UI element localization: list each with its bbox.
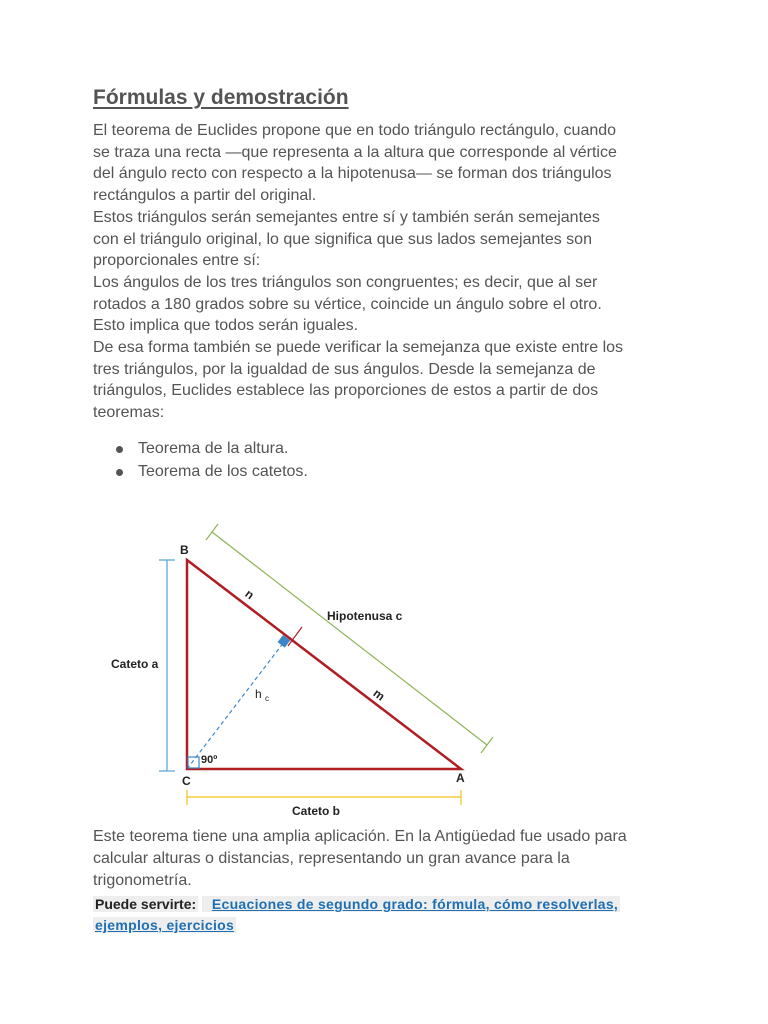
segment-n-label: n (242, 586, 257, 603)
vertex-b-label: B (180, 543, 189, 557)
paragraph-line: rotados a 180 grados sobre su vértice, coincide un ángulo sobre el otro. (93, 295, 602, 313)
paragraph-line: El teorema de Euclides propone que en todo triángulo rectángulo, cuando (93, 122, 617, 139)
height-line (187, 642, 284, 769)
paragraph-line: Esto implica que todos serán iguales. (93, 317, 359, 335)
height-label-subscript: c (265, 694, 270, 703)
height-label-main: h (255, 687, 262, 701)
paragraph-line: triángulos, Euclides establece las proporciones de estos a partir de dos (93, 382, 599, 400)
cateto-b-dimension-line (187, 790, 461, 805)
intro-paragraph (93, 120, 693, 424)
related-link-line1[interactable]: Ecuaciones de segundo grado: fórmula, cómo resolverlas, (211, 896, 619, 912)
height-label (255, 687, 269, 703)
hypotenuse-dimension-line (206, 524, 493, 753)
bullet-icon (116, 446, 123, 453)
paragraph-line: tres triángulos, por la igualdad de sus ángulos. Desde la semejanza de (93, 360, 596, 378)
paragraph-line: Estos triángulos serán semejantes entre sí y también serán semejantes (93, 208, 600, 226)
paragraph-line: rectángulos a partir del original. (93, 187, 317, 205)
paragraph-line: se traza una recta —que representa a la altura que corresponde al vértice (93, 143, 617, 161)
right-triangle-diagram (100, 520, 520, 825)
paragraph-line: calcular alturas o distancias, representando un gran avance para la (93, 850, 570, 867)
bullet-icon (116, 469, 123, 476)
paragraph-line: Este teorema tiene una amplia aplicación. En la Antigüedad fue usado para (93, 828, 627, 845)
paragraph-line: trigonometría. (93, 872, 192, 889)
vertex-c-label: C (182, 774, 191, 788)
vertex-a-label: A (456, 771, 465, 785)
paragraph-line: Los ángulos de los tres triángulos son congruentes; es decir, que al ser (93, 273, 598, 291)
paragraph-line: De esa forma también se puede verificar la semejanza que existe entre los (93, 339, 624, 357)
hypotenuse-label: Hipotenusa c (327, 609, 403, 623)
angle-label: 90º (201, 754, 218, 766)
related-label: Puede servirte: (95, 896, 197, 912)
related-link-line2[interactable]: ejemplos, ejercicios (95, 917, 235, 933)
paragraph-line: teoremas: (93, 404, 165, 422)
cateto-a-dimension-line (159, 560, 175, 771)
list-item (93, 438, 308, 461)
paragraph-line: con el triángulo original, lo que significa que sus lados semejantes son (93, 230, 592, 248)
list-item (93, 461, 308, 484)
section-heading: Fórmulas y demostración (93, 86, 349, 109)
segment-m-label: m (370, 686, 388, 704)
related-article (93, 894, 663, 936)
theorem-list (93, 438, 308, 483)
list-item-text: Teorema de los catetos. (138, 462, 308, 480)
cateto-b-label: Cateto b (292, 804, 340, 818)
cateto-a-label: Cateto a (111, 657, 159, 671)
paragraph-line: proporcionales entre sí: (93, 252, 261, 270)
paragraph-line: del ángulo recto con respecto a la hipotenusa— se forman dos triángulos (93, 165, 612, 183)
right-triangle (187, 560, 461, 769)
list-item-text: Teorema de la altura. (138, 440, 289, 457)
closing-paragraph (93, 826, 693, 892)
